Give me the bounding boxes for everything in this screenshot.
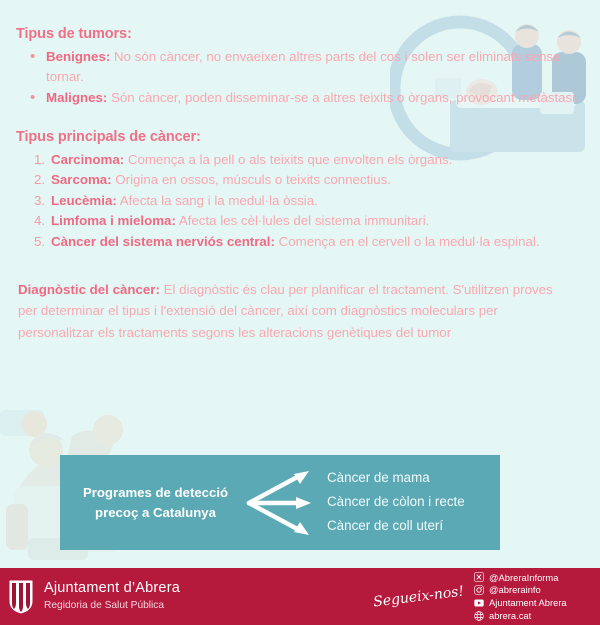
x-twitter-icon [474, 572, 484, 582]
list-item [30, 88, 580, 108]
list-item-text: Afecta la sang i la medul·la òssia. [116, 192, 318, 208]
three-arrows-icon [243, 462, 321, 544]
social-link-x[interactable] [474, 572, 592, 584]
list-item: Càncer de còlon i recte [327, 494, 465, 510]
cancer-types-list [16, 150, 580, 253]
programs-box-title: Programes de detecció precoç a Catalunya [82, 485, 229, 520]
cancer-types-heading: Tipus principals de càncer: [16, 128, 201, 145]
social-links-list [474, 572, 592, 622]
list-item-text: Origina en ossos, músculs o teixits connectius. [111, 172, 391, 188]
footer-subtitle: Regidoria de Salut Pública [44, 600, 165, 612]
social-handle: Ajuntament Abrera [489, 597, 567, 608]
tumor-types-heading: Tipus de tumors: [16, 26, 132, 42]
follow-us-label: Segueix-nos! [372, 582, 465, 611]
footer-identity [44, 580, 180, 614]
list-item-term: Benignes: [46, 49, 111, 65]
social-link-website[interactable] [474, 610, 592, 622]
social-link-youtube[interactable] [474, 597, 592, 609]
list-item [34, 211, 580, 232]
early-detection-programs-box [60, 455, 500, 550]
section-tumor-types [16, 24, 580, 109]
social-handle: @abrerainfo [489, 584, 541, 596]
globe-web-icon [474, 611, 484, 621]
social-link-instagram[interactable] [474, 584, 592, 596]
list-item-term: Limfoma i mieloma: [51, 213, 176, 229]
list-item [34, 191, 580, 212]
section-cancer-types [16, 127, 580, 253]
abrera-coat-of-arms-icon [8, 579, 34, 615]
list-item [34, 232, 580, 253]
list-item-text: Comença en el cervell o la medul·la espinal. [274, 234, 540, 250]
instagram-icon [474, 585, 484, 595]
youtube-icon [474, 598, 484, 608]
diagnosis-paragraph [18, 279, 580, 344]
list-item-text: Són càncer, poden disseminar-se a altres teixits o òrgans, provocant metàstasi. [107, 90, 579, 106]
list-item-text: Comença a la pell o als teixits que envolten els òrgans. [124, 151, 453, 167]
diagnosis-term: Diagnòstic del càncer: [18, 281, 160, 297]
list-item: Càncer de coll uterí [327, 517, 444, 533]
list-item: Càncer de mama [327, 470, 430, 486]
list-item-text: Afecta les cèl·lules del sistema immunitari. [175, 213, 430, 229]
list-item-term: Malignes: [46, 90, 108, 106]
social-handle: abrera.cat [489, 609, 532, 621]
section-diagnosis [16, 279, 580, 344]
list-item [34, 150, 580, 171]
list-item [34, 170, 580, 191]
list-item-term: Càncer del sistema nerviós central: [51, 234, 275, 250]
list-item-text: No són càncer, no envaeixen altres parts del cos i solen ser eliminats sense tornar. [46, 49, 561, 85]
list-item [30, 47, 580, 87]
programs-target-list [321, 471, 500, 533]
social-handle: @AbreraInforma [489, 571, 559, 583]
diagnosis-text: El diagnòstic és clau per planificar el tractament. S'utilitzen proves per determinar el tipus i l'extensió del càncer, així com diagnòstics moleculars per personalitzar els tractaments segons les alteracions genètiques del tumor [18, 281, 553, 340]
footer-bar [0, 568, 600, 625]
tumor-types-list [16, 47, 580, 109]
list-item-term: Carcinoma: [51, 151, 125, 167]
footer-title: Ajuntament d’Abrera [44, 579, 180, 596]
list-item-term: Sarcoma: [51, 172, 112, 188]
list-item-term: Leucèmia: [51, 192, 117, 208]
